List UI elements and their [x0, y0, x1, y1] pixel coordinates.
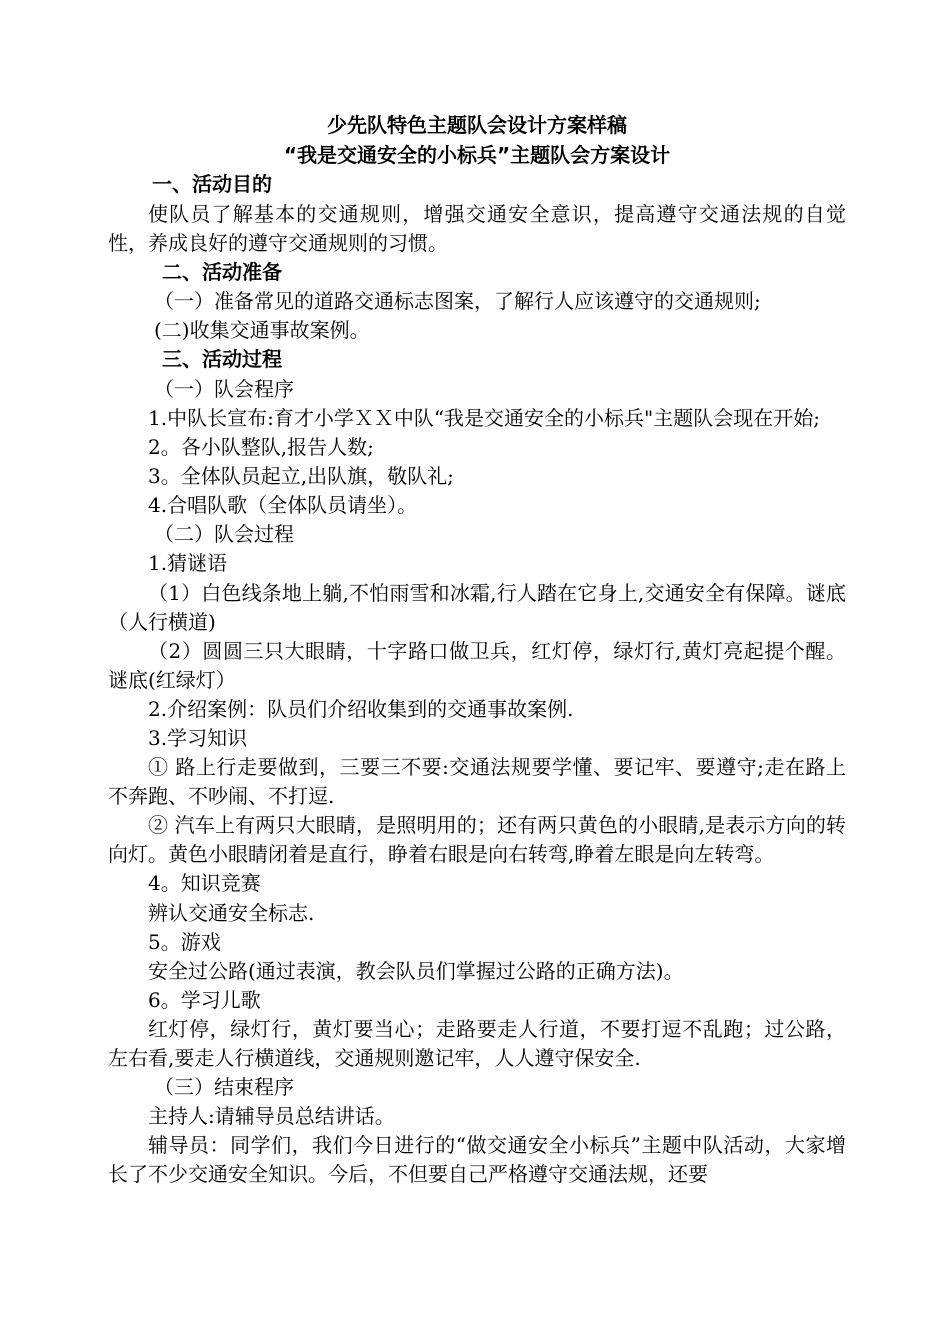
procedure-item-2: 2。各小队整队,报告人数; [148, 435, 374, 460]
process-item-game: 5。游戏 [148, 929, 221, 954]
section-heading-preparation: 二、活动准备 [162, 259, 282, 284]
subheading-meeting-procedure: （一）队会程序 [154, 376, 294, 401]
riddle-1: （1）白色线条地上躺,不怕雨雪和冰霜,行人踏在它身上,交通安全有保障。谜底（人行横道) [108, 580, 846, 634]
procedure-item-3: 3。全体队员起立,出队旗，敬队礼; [148, 464, 454, 489]
prep-item-1: （一）准备常见的道路交通标志图案，了解行人应该遵守的交通规则; [154, 289, 761, 314]
procedure-item-1: 1.中队长宣布:育才小学ＸＸ中队“我是交通安全的小标兵"主题队会现在开始; [148, 405, 820, 430]
process-item-knowledge: 3.学习知识 [148, 726, 248, 750]
document-subtitle: “我是交通安全的小标兵”主题队会方案设计 [283, 143, 671, 167]
contest-desc: 辨认交通安全标志. [148, 900, 315, 925]
process-item-contest: 4。知识竞赛 [148, 871, 261, 896]
process-item-cases: 2.介绍案例：队员们介绍收集到的交通事故案例. [148, 696, 574, 721]
riddle-2: （2）圆圆三只大眼睛，十字路口做卫兵，红灯停，绿灯行,黄灯亮起提个醒。谜底(红绿灯） [108, 638, 846, 692]
knowledge-point-1: ① 路上行走要做到，三要三不要:交通法规要学懂、要记牢、要遵守;走在路上不奔跑、不吵闹、不打逗. [108, 755, 846, 809]
knowledge-point-2: ② 汽车上有两只大眼睛，是照明用的；还有两只黄色的小眼睛,是表示方向的转向灯。黄色小眼睛闭着是直行，睁着右眼是向右转弯,睁着左眼是向左转弯。 [108, 813, 846, 867]
section-heading-purpose: 一、活动目的 [152, 172, 272, 196]
prep-item-2: (二)收集交通事故案例。 [154, 318, 370, 343]
process-item-riddles: 1.猜谜语 [148, 551, 228, 576]
document-page [108, 110, 846, 1190]
subheading-closing: （三）结束程序 [154, 1075, 294, 1100]
paragraph-purpose: 使队员了解基本的交通规则，增强交通安全意识，提高遵守交通法规的自觉性，养成良好的遵守交通规则的习惯。 [108, 201, 846, 255]
subheading-meeting-process: （二）队会过程 [154, 522, 294, 547]
procedure-item-4: 4.合唱队歌（全体队员请坐）。 [148, 493, 418, 518]
song-lyrics: 红灯停，绿灯行，黄灯要当心；走路要走人行道，不要打逗不乱跑；过公路，左右看,要走人行横道线，交通规则邀记牢，人人遵守保安全. [108, 1016, 846, 1071]
document-title: 少先队特色主题队会设计方案样稿 [327, 113, 627, 137]
section-heading-process: 三、活动过程 [162, 347, 282, 372]
closing-counselor: 辅导员：同学们，我们今日进行的“做交通安全小标兵”主题中队活动，大家增长了不少交通安全知识。今后，不但要自己严格遵守交通法规，还要 [108, 1133, 846, 1187]
process-item-song: 6。学习儿歌 [148, 987, 261, 1012]
closing-host: 主持人:请辅导员总结讲话。 [148, 1104, 395, 1129]
game-desc: 安全过公路(通过表演，教会队员们掌握过公路的正确方法)。 [148, 958, 684, 983]
